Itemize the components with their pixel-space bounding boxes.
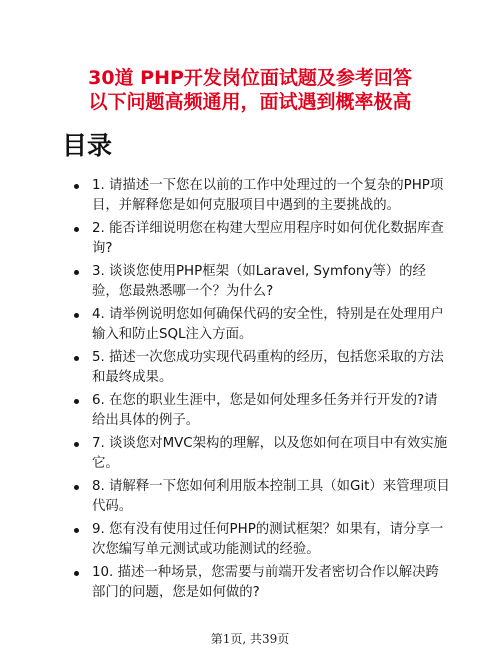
bullet-icon (74, 270, 79, 275)
toc-item-text: 4. 请举例说明您如何确保代码的安全性，特别是在处理用户输入和防止SQL注入方面。 (92, 307, 444, 342)
bullet-icon (74, 227, 79, 232)
toc-list (70, 176, 450, 606)
toc-item-1 (70, 176, 450, 216)
toc-item-text: 6. 在您的职业生涯中，您是如何处理多任务并行开发的?请给出具体的例子。 (92, 393, 438, 428)
toc-item-8 (70, 477, 450, 517)
title-line-2: 以下问题高频通用，面试遇到概率极高 (88, 91, 412, 113)
bullet-icon (74, 485, 79, 490)
toc-item-9 (70, 520, 450, 560)
toc-heading: 目录 (62, 131, 113, 160)
bullet-icon (74, 356, 79, 361)
page-footer: 第1页, 共39页 (210, 632, 290, 646)
toc-item-text: 2. 能否详细说明您在构建大型应用程序时如何优化数据库查询? (92, 221, 444, 256)
toc-item-3 (70, 262, 450, 302)
toc-item-text: 9. 您有没有使用过任何PHP的测试框架？如果有，请分享一次您编写单元测试或功能测试的经验。 (92, 522, 444, 557)
toc-item-text: 8. 请解释一下您如何利用版本控制工具（如Git）来管理项目代码。 (92, 479, 450, 514)
toc-item-text: 3. 谈谈您使用PHP框架（如Laravel, Symfony等）的经验，您最熟悉哪一个？为什么? (92, 264, 426, 299)
toc-item-6 (70, 391, 450, 431)
document-title (0, 66, 500, 114)
bullet-icon (74, 528, 79, 533)
toc-item-text: 7. 谈谈您对MVC架构的理解，以及您如何在项目中有效实施它。 (92, 436, 448, 471)
toc-item-5 (70, 348, 450, 388)
toc-item-7 (70, 434, 450, 474)
toc-item-text: 5. 描述一次您成功实现代码重构的经历，包括您采取的方法和最终成果。 (92, 350, 444, 385)
toc-item-10 (70, 563, 450, 603)
bullet-icon (74, 399, 79, 404)
bullet-icon (74, 184, 79, 189)
bullet-icon (74, 313, 79, 318)
title-line-1: 30道 PHP开发岗位面试题及参考回答 (88, 67, 412, 89)
toc-item-text: 1. 请描述一下您在以前的工作中处理过的一个复杂的PHP项目，并解释您是如何克服项目中遇到的主要挑战的。 (92, 178, 444, 213)
toc-item-text: 10. 描述一种场景，您需要与前端开发者密切合作以解决跨部门的问题，您是如何做的? (92, 565, 439, 600)
bullet-icon (74, 571, 79, 576)
bullet-icon (74, 442, 79, 447)
toc-item-2 (70, 219, 450, 259)
toc-item-4 (70, 305, 450, 345)
